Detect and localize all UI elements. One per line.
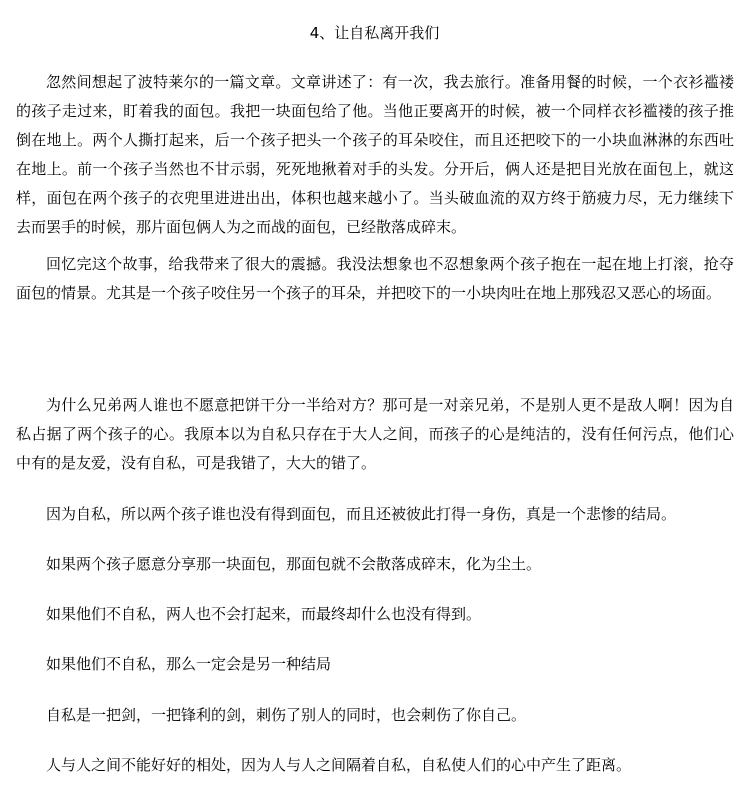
paragraph-8: 自私是一把剑，一把锋利的剑，刺伤了别人的同时，也会刺伤了你自己。	[46, 706, 527, 724]
paragraph-3: 为什么兄弟两人谁也不愿意把饼干分一半给对方？那可是一对亲兄弟，不是别人更不是敌人啊！因为自私占据了两个孩子的心。我原本以为自私只存在于大人之间，而孩子的心是纯洁的，没有任何污点，他们心中有的是友爱，没有自私，可是我错了，大大的错了。	[16, 396, 734, 472]
paragraph-4: 因为自私，所以两个孩子谁也没有得到面包，而且还被彼此打得一身伤，真是一个悲惨的结局。	[46, 505, 677, 523]
paragraph-2: 回忆完这个故事，给我带来了很大的震撼。我没法想象也不忍想象两个孩子抱在一起在地上打滚，抢夺面包的情景。尤其是一个孩子咬住另一个孩子的耳朵，并把咬下的一小块肉吐在地上那残忍又恶心的场面。	[16, 255, 734, 302]
paragraph-6: 如果他们不自私，两人也不会打起来，而最终却什么也没有得到。	[46, 605, 482, 623]
paragraph-5: 如果两个孩子愿意分享那一块面包，那面包就不会散落成碎末，化为尘土。	[46, 555, 542, 573]
document-title: 4、让自私离开我们	[309, 24, 440, 42]
paragraph-1: 忽然间想起了波特莱尔的一篇文章。文章讲述了：有一次，我去旅行。准备用餐的时候，一个衣衫褴褛的孩子走过来，盯着我的面包。我把一块面包给了他。当他正要离开的时候，被一个同样衣衫褴褛的孩子推倒在地上。两个人撕打起来，后一个孩子把头一个孩子的耳朵咬住，而且还把咬下的一小块血淋淋的东西吐在地上。前一个孩子当然也不甘示弱，死死地揪着对手的头发。分开后，俩人还是把目光放在面包上，就这样，面包在两个孩子的衣兜里进进出出，体积也越来越小了。当头破血流的双方终于筋疲力尽，无力继续下去而罢手的时候，那片面包俩人为之而战的面包，已经散落成碎末。	[16, 73, 734, 236]
paragraph-9: 人与人之间不能好好的相处，因为人与人之间隔着自私，自私使人们的心中产生了距离。	[46, 756, 632, 774]
paragraph-7: 如果他们不自私，那么一定会是另一种结局	[46, 655, 332, 673]
